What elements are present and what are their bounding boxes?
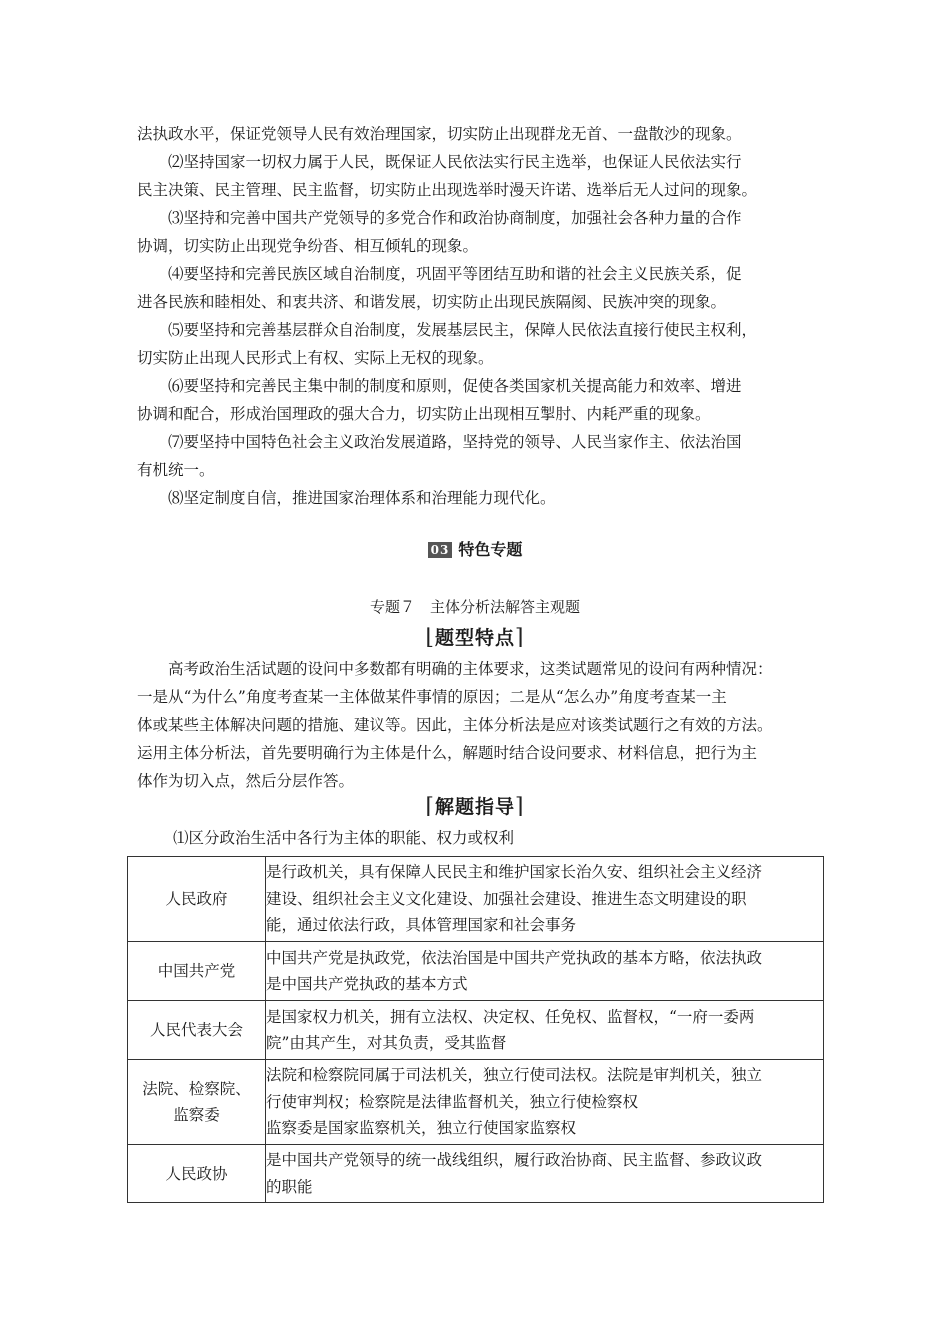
subject-line: 人民政协 xyxy=(165,1164,228,1183)
description-line: 是国家权力机关，拥有立法权、决定权、任免权、监督权，“一府一委两 xyxy=(266,1007,755,1026)
paragraph-line: ⑶坚持和完善中国共产党领导的多党合作和政治协商制度，加强社会各种力量的合作 xyxy=(137,209,742,227)
table-row xyxy=(128,1001,824,1060)
table-row xyxy=(128,857,824,942)
heading-features-label: 题型特点 xyxy=(434,627,515,649)
paragraph xyxy=(137,148,827,204)
paragraph-line: 运用主体分析法，首先要明确行为主体是什么，解题时结合设问要求、材料信息，把行为主 xyxy=(137,744,758,762)
description-cell xyxy=(266,1060,824,1145)
subject-line: 人民政府 xyxy=(165,890,228,908)
subjects-table xyxy=(127,856,824,1203)
paragraph-line: 体作为切入点，然后分层作答。 xyxy=(137,772,355,790)
table-row xyxy=(128,942,824,1001)
description-line: 能，通过依法行政，具体管理国家和社会事务 xyxy=(266,916,577,935)
subject-cell xyxy=(128,942,266,1001)
description-line: 法院和检察院同属于司法机关，独立行使司法权。法院是审判机关，独立 xyxy=(266,1066,763,1085)
section-title: 特色专题 xyxy=(458,540,523,559)
heading-guide-label: 解题指导 xyxy=(434,796,515,818)
table-row xyxy=(128,1060,824,1145)
paragraph xyxy=(137,428,827,484)
paragraph-line: ⑸要坚持和完善基层群众自治制度，发展基层民主，保障人民依法直接行使民主权利， xyxy=(137,321,758,339)
paragraph-line: ⑷要坚持和完善民族区域自治制度，巩固平等团结互助和谐的社会主义民族关系，促 xyxy=(137,265,742,283)
subject-cell xyxy=(128,1060,266,1145)
paragraph xyxy=(137,484,827,512)
paragraph-line: 体或某些主体解决问题的措施、建议等。因此，主体分析法是应对该类试题行之有效的方法。 xyxy=(137,716,773,734)
paragraph-line: 协调，切实防止出现党争纷沓、相互倾轧的现象。 xyxy=(137,237,479,255)
section-number-badge: 03 xyxy=(428,542,453,558)
description-line: 是行政机关，具有保障人民民主和维护国家长治久安、组织社会主义经济 xyxy=(266,863,763,882)
section-heading xyxy=(0,537,950,560)
description-line: 的职能 xyxy=(266,1177,313,1196)
subject-cell xyxy=(128,857,266,942)
subject-line: 人民代表大会 xyxy=(149,1021,243,1039)
paragraph-line: 协调和配合，形成治国理政的强大合力，切实防止出现相互掣肘、内耗严重的现象。 xyxy=(137,405,711,423)
description-line: 建设、组织社会主义文化建设、加强社会建设、推进生态文明建设的职 xyxy=(266,889,747,908)
paragraph-line: ⑹要坚持和完善民主集中制的制度和原则，促使各类国家机关提高能力和效率、增进 xyxy=(137,377,742,395)
paragraph xyxy=(137,316,827,372)
table-row xyxy=(128,1145,824,1203)
subject-cell xyxy=(128,1145,266,1203)
paragraph-line: ⑵坚持国家一切权力属于人民，既保证人民依法实行民主选举，也保证人民依法实行 xyxy=(137,153,742,171)
subject-line: 中国共产党 xyxy=(157,962,236,980)
description-cell xyxy=(266,1145,824,1203)
heading-guide: ⌈解题指导⌉ xyxy=(425,794,525,819)
paragraph-line: 有机统一。 xyxy=(137,461,215,479)
paragraph-line: ⑺要坚持中国特色社会主义政治发展道路，坚持党的领导、人民当家作主、依法治国 xyxy=(137,433,742,451)
description-line: 院”由其产生，对其负责，受其监督 xyxy=(266,1034,507,1052)
description-cell xyxy=(266,1001,824,1060)
paragraph-line: 法执政水平，保证党领导人民有效治理国家，切实防止出现群龙无首、一盘散沙的现象。 xyxy=(137,125,742,143)
description-line: 中国共产党是执政党，依法治国是中国共产党执政的基本方略，依法执政 xyxy=(266,948,763,967)
topic-title: 专题７ 主体分析法解答主观题 xyxy=(369,598,580,616)
paragraph-line: 高考政治生活试题的设问中多数都有明确的主体要求，这类试题常见的设问有两种情况： xyxy=(137,660,773,678)
paragraph-line: 切实防止出现人民形式上有权、实际上无权的现象。 xyxy=(137,349,494,367)
paragraph xyxy=(137,120,827,148)
description-cell xyxy=(266,857,824,942)
guide-item: ⑴区分政治生活中各行为主体的职能、权力或权利 xyxy=(173,829,515,847)
description-line: 行使审判权；检察院是法律监督机关，独立行使检察权 xyxy=(266,1092,639,1111)
paragraph-line: 民主决策、民主管理、民主监督，切实防止出现选举时漫天许诺、选举后无人过问的现象。 xyxy=(137,181,758,199)
paragraph-line: ⑻坚定制度自信，推进国家治理体系和治理能力现代化。 xyxy=(137,489,556,507)
features-paragraph xyxy=(137,655,827,795)
paragraph-line: 进各民族和睦相处、和衷共济、和谐发展，切实防止出现民族隔阂、民族冲突的现象。 xyxy=(137,293,727,311)
subject-line: 法院、检察院、 xyxy=(142,1080,251,1098)
description-line: 监察委是国家监察机关，独立行使国家监察权 xyxy=(266,1119,577,1138)
paragraph xyxy=(137,260,827,316)
description-line: 是中国共产党执政的基本方式 xyxy=(266,975,468,993)
paragraph xyxy=(137,204,827,260)
subject-line: 监察委 xyxy=(173,1106,220,1124)
paragraph xyxy=(137,372,827,428)
subject-cell xyxy=(128,1001,266,1060)
paragraph-line: 一是从“为什么”角度考查某一主体做某件事情的原因；二是从“怎么办”角度考查某一主 xyxy=(137,688,727,706)
description-line: 是中国共产党领导的统一战线组织，履行政治协商、民主监督、参政议政 xyxy=(266,1151,763,1169)
description-cell xyxy=(266,942,824,1001)
heading-features: ⌊题型特点⌉ xyxy=(425,625,525,650)
